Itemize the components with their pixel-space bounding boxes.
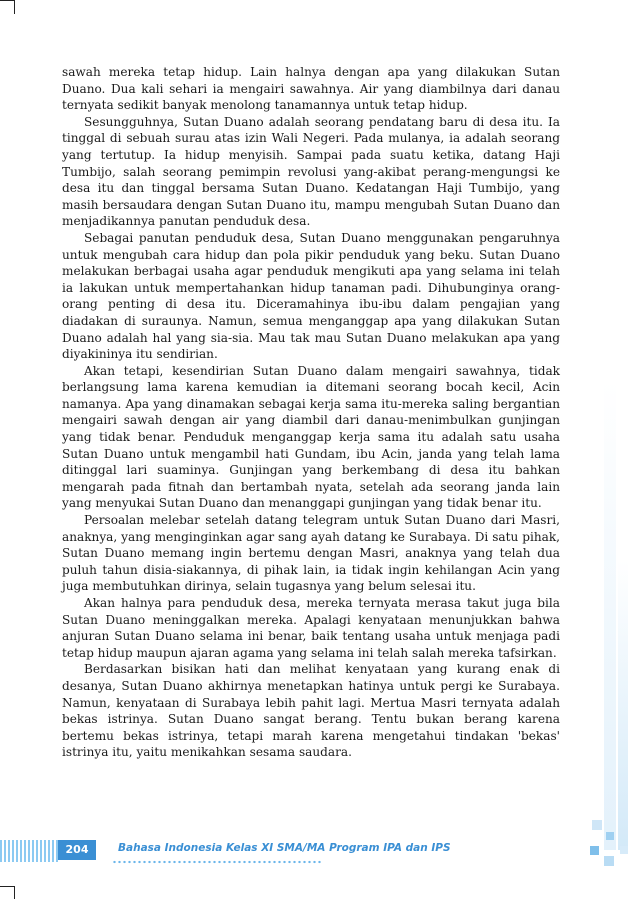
margin-decoration-square [606,832,614,840]
margin-decoration-square [620,846,628,854]
paragraph: Sebagai panutan penduduk desa, Sutan Duano menggunakan pengaruhnya untuk mengubah cara hidup dan pola pikir penduduk yang beku. Sutan Duano melakukan berbagai usaha agar penduduk mengikuti apa yang selama ini telah ia lakukan untuk mempertahankan hidup tanaman padi. Dihubunginya orang-orang penting di desa itu. Diceramahinya ibu-ibu dalam pengajian yang diadakan di suraunya. Namun, semua menganggap apa yang dilakukan Sutan Duano adalah hal yang sia-sia. Mau tak mau Sutan Duano melakukan apa yang diyakininya itu sendirian. [62,230,560,362]
paragraph: Berdasarkan bisikan hati dan melihat kenyataan yang kurang enak di desanya, Sutan Duano akhirnya menetapkan hatinya untuk pergi ke Surabaya. Namun, kenyataan di Surabaya lebih pahit lagi. Mertua Masri ternyata adalah bekas istrinya. Sutan Duano sangat berang. Tentu bukan berang karena bertemu bekas istrinya, tetapi marah karena mengetahui tindakan 'bekas' istrinya itu, yaitu menikahkan sesama saudara. [62,662,560,760]
margin-decoration-square [592,820,602,830]
book-title: Bahasa Indonesia Kelas XI SMA/MA Program IPA dan IPS [118,842,451,854]
paragraph: Akan halnya para penduduk desa, mereka ternyata merasa takut juga bila Sutan Duano meninggalkan mereka. Apalagi kenyataan menunjukkan bahwa anjuran Sutan Duano selama ini benar, baik tentang usaha untuk menjaga padi tetap hidup maupun ajaran agama yang selama ini telah salah mereka tafsirkan. [62,596,560,660]
crop-mark-bottom-left [0,886,14,887]
body-text [62,64,560,761]
margin-decoration-column [618,560,628,850]
paragraph: Persoalan melebar setelah datang telegram untuk Sutan Duano dari Masri, anaknya, yang menginginkan agar sang ayah datang ke Surabaya. Di satu pihak, Sutan Duano memang ingin bertemu dengan Masri, anaknya yang telah dua puluh tahun disia-siakannya, di pihak lain, ia tidak ingin kehilangan Acin yang juga membutuhkan dirinya, selain tugasnya yang belum selesai itu. [62,513,560,594]
margin-decoration-column [604,380,616,850]
page-number: 204 [58,840,96,860]
paragraph: Akan tetapi, kesendirian Sutan Duano dalam mengairi sawahnya, tidak berlangsung lama karena kemudian ia ditemani seorang bocah kecil, Acin namanya. Apa yang dinamakan sebagai kerja sama itu-mereka saling bergantian mengairi sawah dengan air yang diambil dari danau-menimbulkan gunjingan yang tidak benar. Penduduk menganggap kerja sama itu adalah satu usaha Sutan Duano untuk mengambil hati Gundam, ibu Acin, janda yang telah lama ditinggal lari suaminya. Gunjingan yang berkembang di desa itu bahkan mengarah pada fitnah dan bertambah nyata, setelah ada seorang janda lain yang menyukai Sutan Duano dan menanggapi gunjingan yang tidak benar itu. [62,363,560,511]
paragraph: Sesungguhnya, Sutan Duano adalah seorang pendatang baru di desa itu. Ia tinggal di sebuah surau atas izin Wali Negeri. Pada mulanya, ia adalah seorang yang tertutup. Ia hidup menyisih. Sampai pada suatu ketika, datang Haji Tumbijo, salah seorang pemimpin revolusi yang-akibat perang-mengungsi ke desa itu dan tinggal bersama Sutan Duano. Kedatangan Haji Tumbijo, yang masih bersaudara dengan Sutan Duano itu, mampu mengubah Sutan Duano dan menjadikannya panutan penduduk desa. [62,114,560,229]
paragraph: sawah mereka tetap hidup. Lain halnya dengan apa yang dilakukan Sutan Duano. Dua kali sehari ia mengairi sawahnya. Air yang diambilnya dari danau ternyata sedikit banyak menolong tanamannya untuk tetap hidup. [62,65,560,113]
footer-dotted-line [112,860,322,864]
margin-decoration-square [604,856,614,866]
crop-mark-top-left [0,0,14,1]
crop-mark-top-left-v [14,0,15,14]
margin-decoration-square [590,846,599,855]
crop-mark-bottom-left-v [14,886,15,899]
footer-hatch-decoration [0,840,58,862]
